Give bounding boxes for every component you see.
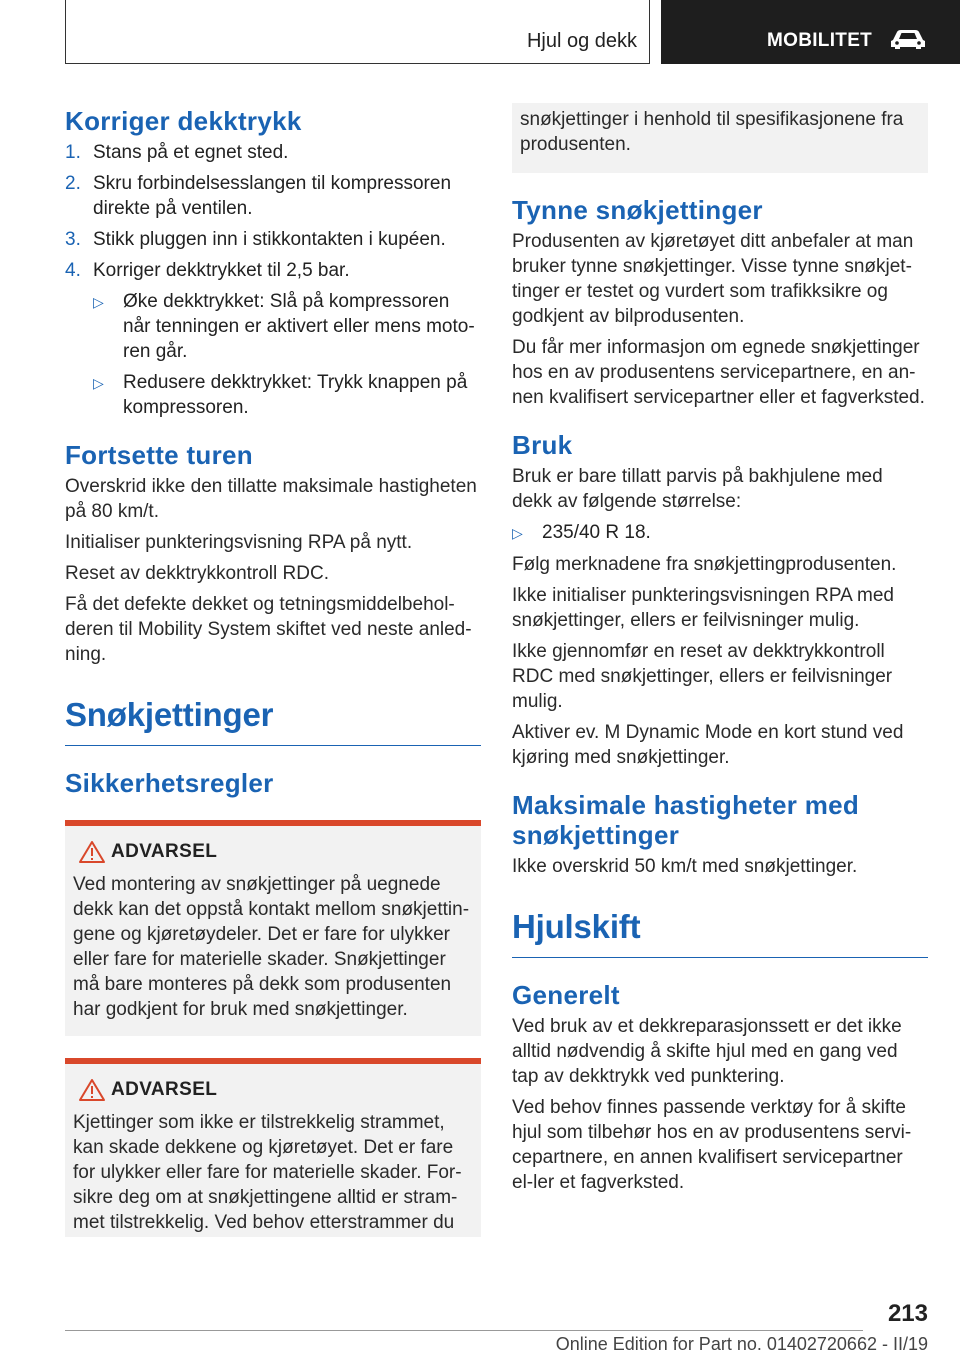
warning-box xyxy=(65,820,481,1036)
list-item xyxy=(65,140,481,165)
paragraph: Ved bruk av et dekkreparasjonssett er det ikke alltid nødvendig å skifte hjul med en gang ved tap av dekktrykk ved punktering. xyxy=(512,1016,902,1087)
chapter-heading-snokjettinger: Snøkjettinger xyxy=(65,695,481,746)
list-item xyxy=(65,171,481,221)
paragraph: Ikke initialiser punkteringsvisningen RPA med snøkjettinger, ellers er feilvisninger mulig. xyxy=(512,585,894,631)
step-text: Stans på et egnet sted. xyxy=(93,142,289,163)
heading-generelt: Generelt xyxy=(512,980,620,1010)
header-chapter-title: MOBILITET xyxy=(767,30,873,51)
paragraph: Bruk er bare tillatt parvis på bakhjulene med dekk av følgende størrelse: xyxy=(512,466,883,512)
header-chapter-box xyxy=(661,0,960,64)
step-number: 2. xyxy=(65,173,81,194)
paragraph: Produsenten av kjøretøyet ditt anbefaler at man bruker tynne snøkjettinger. Visse tynne snøkjet-tinger er testet og vurdert som trafikksikre og godkjent av bilprodusenten. xyxy=(512,231,914,327)
heading-bruk: Bruk xyxy=(512,430,573,460)
heading-korriger-dekktrykk: Korriger dekktrykk xyxy=(65,106,302,136)
paragraph: Reset av dekktrykkontroll RDC. xyxy=(65,563,329,584)
step-number: 4. xyxy=(65,260,81,281)
warning-header xyxy=(73,840,473,864)
page-number: 213 xyxy=(887,1300,928,1327)
triangle-bullet-icon: ▷ xyxy=(93,375,104,391)
step-text: Korriger dekktrykket til 2,5 bar. xyxy=(93,260,350,281)
footer-divider xyxy=(65,1330,863,1331)
heading-fortsette-turen: Fortsette turen xyxy=(65,440,253,470)
warning-text: Ved montering av snøkjettinger på uegnede dekk kan det oppstå kontakt mellom snøkjettin-gene og kjøretøydeler. Det er fare for ulykker eller fare for materielle skader. Snøkjettinger må bare monteres på dekk som produsenten har godkjent for bruk med snøkjettinger. xyxy=(73,874,470,1020)
warning-box xyxy=(65,1058,481,1237)
car-icon xyxy=(889,28,927,50)
heading-tynne-snokjettinger: Tynne snøkjettinger xyxy=(512,195,763,225)
triangle-bullet-icon: ▷ xyxy=(512,525,523,541)
warning-header xyxy=(73,1078,473,1102)
header-section-title: Hjul og dekk xyxy=(526,30,637,52)
paragraph: Ved behov finnes passende verktøy for å skifte hjul som tilbehør hos en av produsentens servi-cepartnere, en annen kvalifisert servicepartner el-ler et fagverksted. xyxy=(512,1097,912,1193)
list-item xyxy=(65,289,481,364)
triangle-bullet-icon: ▷ xyxy=(93,294,104,310)
step-text: Stikk pluggen inn i stikkontakten i kupéen. xyxy=(93,229,446,250)
warning-text: Kjettinger som ikke er tilstrekkelig strammet, kan skade dekkene og kjøretøyet. Det er fare for ulykker eller fare for materielle skader. For-sikre deg om at snøkjettingene alltid er stram-met tilstrekkelig. Ved behov etterstrammer du xyxy=(73,1112,462,1233)
paragraph: Aktiver ev. M Dynamic Mode en kort stund ved kjøring med snøkjettinger. xyxy=(512,722,904,768)
chapter-heading-hjulskift: Hjulskift xyxy=(512,907,928,958)
paragraph: Ikke overskrid 50 km/t med snøkjettinger. xyxy=(512,856,858,877)
paragraph: Initialiser punkteringsvisning RPA på nytt. xyxy=(65,532,413,553)
paragraph: Følg merknadene fra snøkjettingprodusenten. xyxy=(512,554,897,575)
step-text: Skru forbindelsesslangen til kompressoren direkte på ventilen. xyxy=(93,173,452,219)
paragraph: Overskrid ikke den tillatte maksimale hastigheten på 80 km/t. xyxy=(65,476,477,522)
warning-title: ADVARSEL xyxy=(111,841,218,862)
warning-triangle-icon xyxy=(73,1078,111,1102)
paragraph: Du får mer informasjon om egnede snøkjettinger hos en av produsentens servicepartnere, en an-nen kvalifisert servicepartner eller et fagverksted. xyxy=(512,337,925,408)
list-item xyxy=(65,227,481,252)
bullet-text: Redusere dekktrykket: Trykk knappen på kompressoren. xyxy=(123,372,468,418)
warning-triangle-icon xyxy=(73,840,111,864)
list-item xyxy=(65,370,481,420)
step-number: 1. xyxy=(65,142,81,163)
paragraph: Få det defekte dekket og tetningsmiddelbehol-deren til Mobility System skiftet ved neste anled-ning. xyxy=(65,594,472,665)
list-item xyxy=(65,258,481,283)
left-column xyxy=(65,100,481,1237)
header-section-box xyxy=(65,0,650,64)
warning-title: ADVARSEL xyxy=(111,1079,218,1100)
right-column xyxy=(512,103,928,1201)
step-number: 3. xyxy=(65,229,81,250)
list-item xyxy=(512,520,928,546)
footer-edition: Online Edition for Part no. 01402720662 - II/19 xyxy=(555,1334,928,1354)
paragraph: Ikke gjennomfør en reset av dekktrykkontroll RDC med snøkjettinger, ellers er feilvisninger mulig. xyxy=(512,641,893,712)
bullet-text: Øke dekktrykket: Slå på kompressoren når tenningen er aktivert eller mens moto-ren går. xyxy=(123,291,475,362)
heading-sikkerhetsregler: Sikkerhetsregler xyxy=(65,768,274,798)
heading-maksimale-hastigheter: Maksimale hastigheter med snøkjettinger xyxy=(512,790,860,850)
warning-box-continued xyxy=(512,103,928,173)
warning-text-continued: snøkjettinger i henhold til spesifikasjonene fra produsenten. xyxy=(520,109,904,155)
bullet-text: 235/40 R 18. xyxy=(542,522,651,543)
